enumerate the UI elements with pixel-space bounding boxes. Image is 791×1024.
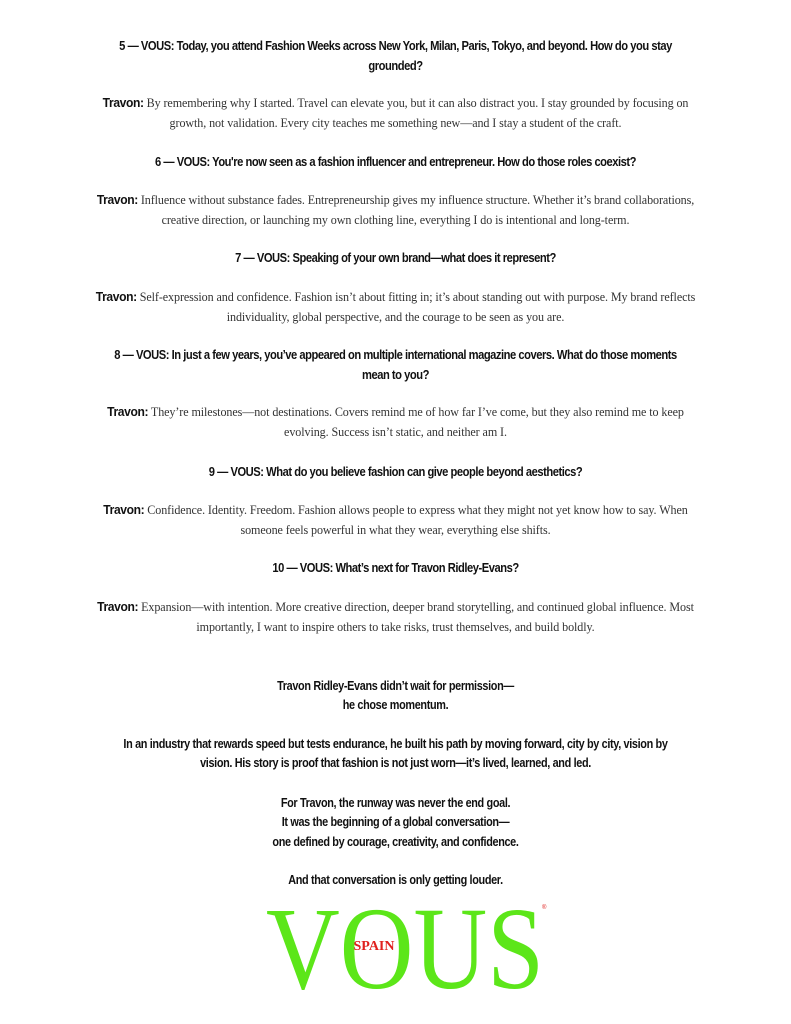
speaker-label: Travon: <box>103 502 145 517</box>
answer-line: importantly, I want to inspire others to take risks, trust themselves, and build boldly. <box>196 619 595 634</box>
vous-spain-logo <box>262 896 548 994</box>
registered-mark: ® <box>542 905 547 911</box>
logo-wordmark: VOUS <box>266 896 544 994</box>
answer-line: Self-expression and confidence. Fashion isn’t about fitting in; it’s about standing out with purpose. My brand reflects <box>139 289 696 304</box>
closing-line: Travon Ridley-Evans didn’t wait for permission— <box>277 679 514 693</box>
closing-line: he chose momentum. <box>342 698 449 713</box>
interview-question <box>0 558 791 578</box>
answer-line: Influence without substance fades. Entrepreneurship gives my influence structure. Whether it’s brand collaborations, <box>140 192 695 207</box>
answer-line: evolving. Success isn’t static, and neither am I. <box>284 424 507 439</box>
speaker-label: Travon: <box>102 95 144 110</box>
closing-paragraph <box>0 871 791 890</box>
closing-line: For Travon, the runway was never the end goal. <box>280 796 511 810</box>
closing-line: one defined by courage, creativity, and confidence. <box>272 834 519 849</box>
interview-answer <box>0 190 791 230</box>
answer-line: They’re milestones—not destinations. Covers remind me of how far I’ve come, but they also remind me to keep <box>150 404 684 419</box>
question-line: 5 — VOUS: Today, you attend Fashion Weeks across New York, Milan, Paris, Tokyo, and beyond. How do you stay <box>119 38 672 53</box>
interview-answer <box>0 402 791 442</box>
closing-line: vision. His story is proof that fashion is not just worn—it’s lived, learned, and led. <box>200 756 591 771</box>
closing-line: And that conversation is only getting louder. <box>288 873 503 887</box>
answer-line: creative direction, or launching my own clothing line, everything I do is intentional and long-term. <box>161 212 630 227</box>
interview-question <box>0 462 791 482</box>
speaker-label: Travon: <box>97 599 139 614</box>
speaker-label: Travon: <box>96 192 138 207</box>
interview-answer <box>0 287 791 327</box>
interview-answer <box>0 500 791 540</box>
interview-answer <box>0 597 791 637</box>
question-line: mean to you? <box>361 366 429 382</box>
answer-line: Confidence. Identity. Freedom. Fashion allows people to express what they might not yet know how to say. When <box>147 502 688 517</box>
interview-answer <box>0 93 791 133</box>
question-line: grounded? <box>368 57 423 73</box>
closing-line: In an industry that rewards speed but tests endurance, he built his path by moving forward, city by city, vision by <box>123 737 668 751</box>
question-line: 8 — VOUS: In just a few years, you’ve appeared on multiple international magazine covers. What do those moments <box>114 347 677 362</box>
closing-paragraph <box>0 735 791 774</box>
answer-line: By remembering why I started. Travel can elevate you, but it can also distract you. I stay grounded by focusing on <box>146 95 689 110</box>
interview-question <box>0 345 791 384</box>
speaker-label: Travon: <box>95 289 137 304</box>
answer-line: growth, not validation. Every city teaches me something new—and I stay a student of the craft. <box>169 115 622 130</box>
closing-paragraph <box>0 677 791 716</box>
closing-line: It was the beginning of a global conversation— <box>281 815 510 830</box>
interview-question <box>0 152 791 172</box>
logo-edition: SPAIN <box>353 939 395 954</box>
speaker-label: Travon: <box>107 404 149 419</box>
question-line: 6 — VOUS: You're now seen as a fashion influencer and entrepreneur. How do those roles coexist? <box>154 154 637 169</box>
question-line: 10 — VOUS: What’s next for Travon Ridley-Evans? <box>272 560 519 575</box>
question-line: 9 — VOUS: What do you believe fashion can give people beyond aesthetics? <box>208 464 583 479</box>
answer-line: individuality, global perspective, and the courage to be seen as you are. <box>226 309 565 324</box>
answer-line: Expansion—with intention. More creative direction, deeper brand storytelling, and continued global influence. Most <box>141 599 694 614</box>
interview-question <box>0 36 791 75</box>
interview-question <box>0 248 791 268</box>
closing-paragraph <box>0 794 791 852</box>
question-line: 7 — VOUS: Speaking of your own brand—what does it represent? <box>235 250 556 265</box>
answer-line: someone feels powerful in what they wear, everything else shifts. <box>240 522 551 537</box>
